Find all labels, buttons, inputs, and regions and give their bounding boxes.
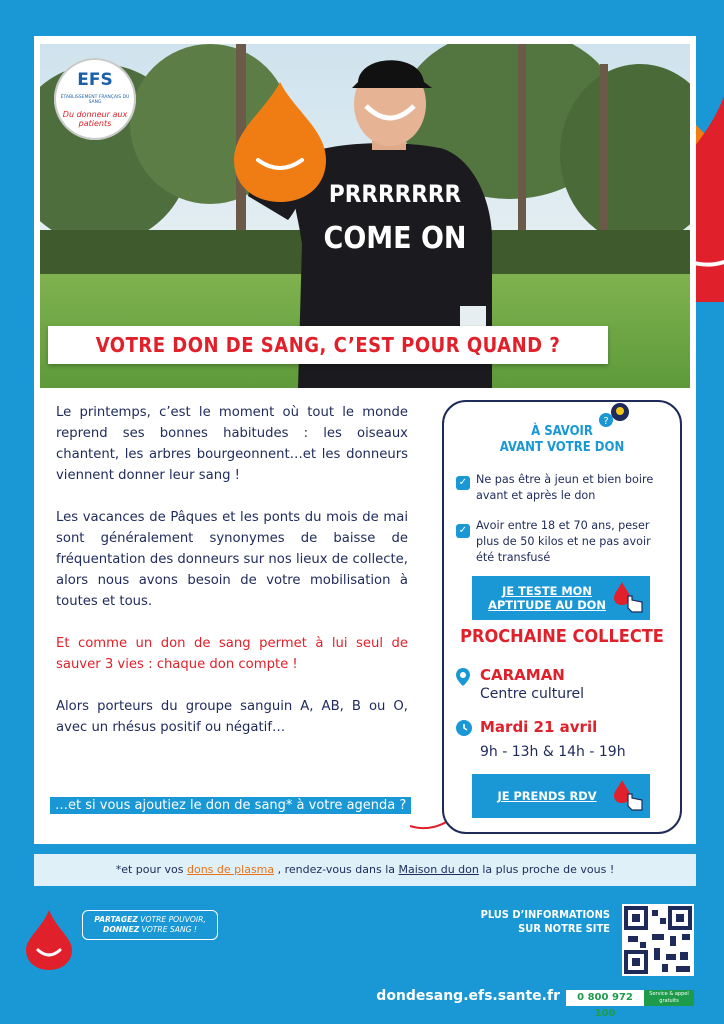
collection-hours: 9h - 13h & 14h - 19h bbox=[480, 744, 626, 760]
location-pin-icon bbox=[456, 668, 470, 686]
check-icon: ✓ bbox=[456, 524, 470, 538]
rule-1: Ne pas être à jeun et bien boire avant et après le don bbox=[476, 473, 654, 502]
paragraph-2: Les vacances de Pâques et les ponts du mois de mai sont généralement synonymes de baisse de fréquentation des donneurs sur nos lieux de collecte, alors nous avons besoin de votre mobilisation à toutes et tous. bbox=[56, 510, 408, 609]
phone-tag: Service & appel gratuits bbox=[644, 990, 694, 1006]
slogan-bubble: PARTAGEZ VOTRE POUVOIR, DONNEZ VOTRE SANG ! bbox=[82, 910, 218, 940]
rule-2: Avoir entre 18 et 70 ans, peser plus de 50 kilos et ne pas avoir été transfusé bbox=[476, 519, 651, 564]
info-panel bbox=[442, 400, 682, 834]
headline: VOTRE DON DE SANG, C’EST POUR QUAND ? bbox=[95, 333, 561, 357]
logo-tagline: Du donneur aux patients bbox=[62, 110, 128, 128]
phone-number[interactable]: 0 800 972 100 bbox=[566, 990, 644, 1006]
svg-text:?: ? bbox=[603, 416, 609, 427]
efs-logo bbox=[54, 58, 136, 140]
hand-pointer-icon bbox=[614, 780, 644, 812]
qr-code-icon[interactable] bbox=[622, 904, 694, 976]
agenda-callout: …et si vous ajoutiez le don de sang* à votre agenda ? bbox=[50, 796, 420, 816]
next-collection-title: PROCHAINE COLLECTE bbox=[460, 626, 664, 647]
shirt-text-1: PRRRRRRR bbox=[328, 180, 462, 208]
plasma-link[interactable]: dons de plasma bbox=[187, 863, 275, 876]
drop-icon bbox=[26, 910, 72, 972]
body-text bbox=[56, 402, 408, 759]
hand-pointer-icon bbox=[614, 582, 644, 614]
book-appointment-button[interactable]: JE PRENDS RDV bbox=[472, 774, 650, 818]
shirt-text-2: COME ON bbox=[323, 221, 467, 256]
place-detail: Centre culturel bbox=[480, 686, 585, 702]
paragraph-4: Alors porteurs du groupe sanguin A, AB, B ou O, avec un rhésus positif ou négatif… bbox=[56, 699, 408, 735]
website-url[interactable]: dondesang.efs.sante.fr bbox=[376, 988, 560, 1004]
headline-banner bbox=[48, 326, 608, 364]
side-title: À SAVOIR AVANT VOTRE DON bbox=[499, 424, 625, 455]
paragraph-3: Et comme un don de sang permet à lui seul de sauver 3 vies : chaque don compte ! bbox=[56, 636, 408, 672]
main-card bbox=[34, 36, 696, 844]
more-info-label: PLUS D’INFORMATIONS SUR NOTRE SITE bbox=[480, 908, 610, 935]
logo-name: EFS bbox=[77, 70, 113, 90]
place-name: CARAMAN bbox=[480, 666, 565, 684]
collection-date: Mardi 21 avril bbox=[480, 718, 598, 736]
paragraph-1: Le printemps, c’est le moment où tout le monde reprend ses bonnes habitudes : les oiseaux chantent, les arbres bourgeonnent…et les donneurs viennent donner leur sang ! bbox=[56, 405, 408, 483]
logo-subtitle: ÉTABLISSEMENT FRANÇAIS DU SANG bbox=[60, 95, 130, 105]
maison-du-don-link[interactable]: Maison du don bbox=[398, 863, 479, 876]
plasma-note: *et pour vos dons de plasma , rendez-vous dans la Maison du don la plus proche de vous ! bbox=[34, 854, 696, 886]
clock-icon bbox=[456, 720, 472, 736]
test-aptitude-button[interactable]: JE TESTE MON APTITUDE AU DON bbox=[472, 576, 650, 620]
check-icon: ✓ bbox=[456, 476, 470, 490]
